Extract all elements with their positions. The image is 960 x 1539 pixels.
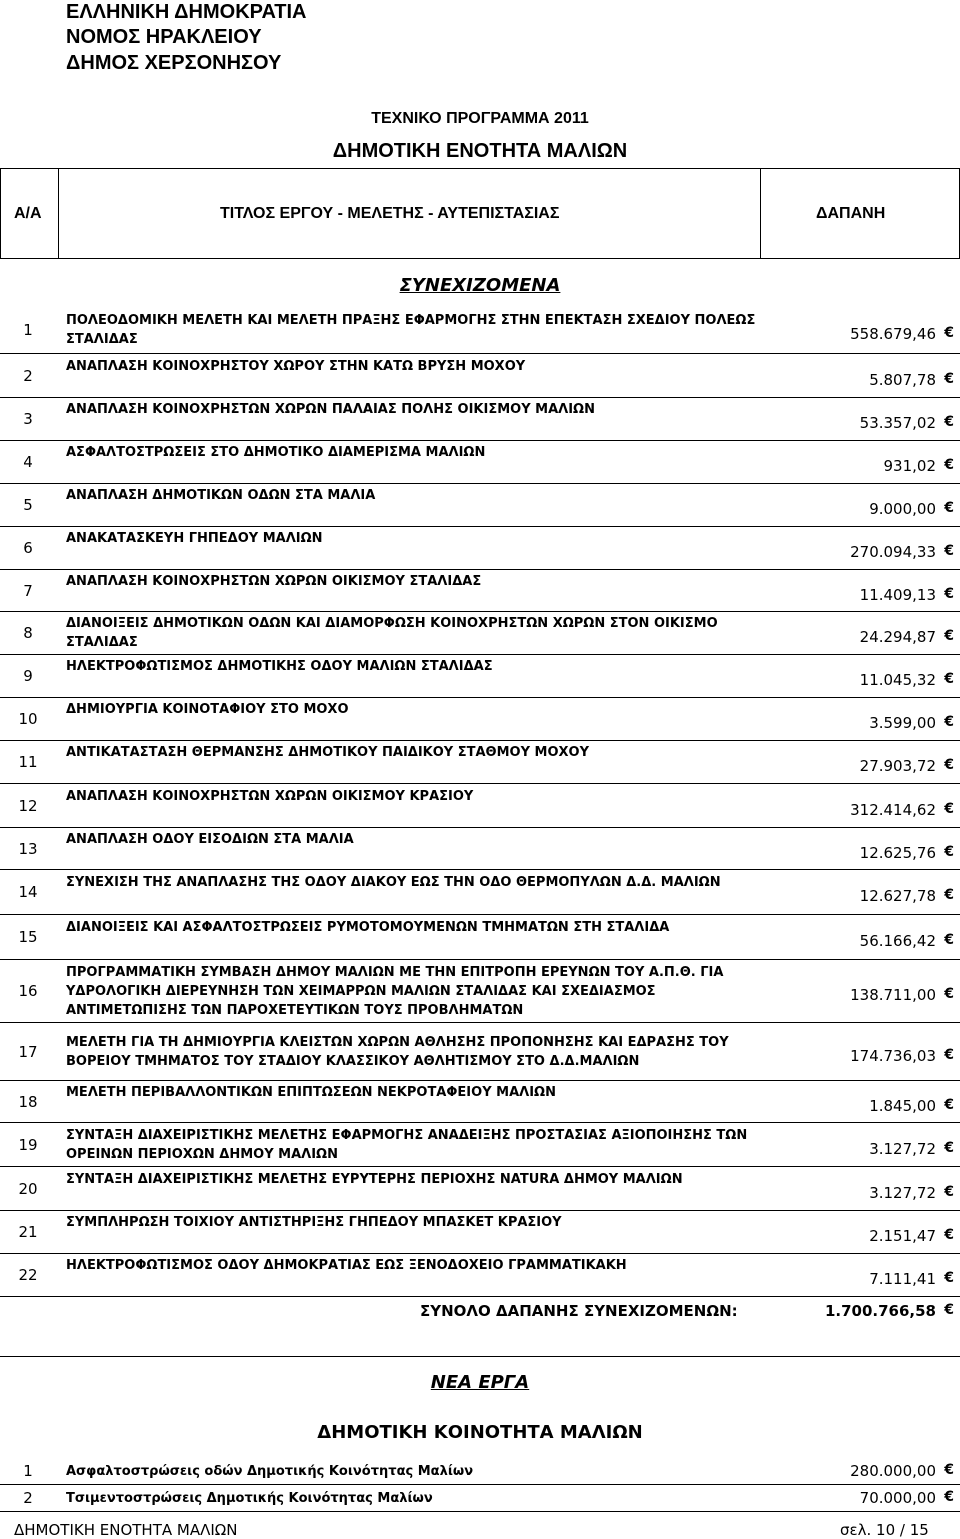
row-title: ΔΗΜΙΟΥΡΓΙΑ ΚΟΙΝΟΤΑΦΙΟΥ ΣΤΟ ΜΟΧΟ xyxy=(66,702,349,717)
row-amount: 558.679,46 xyxy=(850,324,936,343)
header-municipality: ΔΗΜΟΣ ΧΕΡΣΟΝΗΣΟΥ xyxy=(66,52,282,74)
table-row xyxy=(0,306,960,353)
table-row xyxy=(0,1023,960,1080)
row-title: ΣΥΝΕΧΙΣΗ ΤΗΣ ΑΝΑΠΛΑΣΗΣ ΤΗΣ ΟΔΟΥ ΔΙΑΚΟΥ ΕΩΣ ΤΗΝ ΟΔΟ ΘΕΡΜΟΠΥΛΩΝ Δ.Δ. ΜΑΛΙΩΝ xyxy=(66,875,721,890)
row-number: 19 xyxy=(18,1135,38,1154)
euro-icon: € xyxy=(944,757,954,773)
table-row xyxy=(0,1123,960,1166)
euro-icon: € xyxy=(944,800,954,817)
new-works-heading: ΝΕΑ ΕΡΓΑ xyxy=(430,1372,530,1393)
row-amount: 70.000,00 xyxy=(859,1489,936,1507)
page-number: σελ. 10 / 15 xyxy=(840,1521,929,1539)
unit-title: ΔΗΜΟΤΙΚΗ ΕΝΟΤΗΤΑ ΜΑΛΙΩΝ xyxy=(332,140,628,162)
row-title: ΔΙΑΝΟΙΞΕΙΣ ΔΗΜΟΤΙΚΩΝ ΟΔΩΝ ΚΑΙ ΔΙΑΜΟΡΦΩΣΗ ΚΟΙΝΟΧΡΗΣΤΩΝ ΧΩΡΩΝ ΣΤΟΝ ΟΙΚΙΣΜΟ ΣΤΑΛΙΔΑΣ xyxy=(66,616,718,650)
column-divider xyxy=(0,168,1,258)
row-divider xyxy=(0,1296,960,1297)
column-divider xyxy=(760,168,761,258)
row-number: 1 xyxy=(23,320,33,339)
euro-icon: € xyxy=(944,1227,954,1243)
row-number: 15 xyxy=(18,928,38,946)
row-amount: 270.094,33 xyxy=(850,543,936,561)
row-title: ΑΝΑΠΛΑΣΗ ΟΔΟΥ ΕΙΣΟΔΙΩΝ ΣΤΑ ΜΑΛΙΑ xyxy=(66,831,354,847)
row-amount: 138.711,00 xyxy=(850,986,936,1004)
row-amount: 56.166,42 xyxy=(859,932,936,950)
euro-icon: € xyxy=(944,1046,954,1063)
euro-icon: € xyxy=(944,932,954,948)
row-title: ΑΝΑΠΛΑΣΗ ΚΟΙΝΟΧΡΗΣΤΩΝ ΧΩΡΩΝ ΟΙΚΙΣΜΟΥ ΚΡΑΣΙΟΥ xyxy=(66,788,474,804)
row-title: Τσιμεντοστρώσεις Δημοτικής Κοινότητας Μαλίων xyxy=(66,1490,433,1506)
header-country: ΕΛΛΗΝΙΚΗ ΔΗΜΟΚΡΑΤΙΑ xyxy=(66,1,307,23)
row-number: 13 xyxy=(18,839,38,858)
row-number: 21 xyxy=(18,1223,38,1241)
table-row xyxy=(0,1254,960,1296)
row-amount: 11.045,32 xyxy=(859,671,936,689)
euro-icon: € xyxy=(944,457,954,473)
row-number: 2 xyxy=(23,1489,33,1507)
row-amount: 280.000,00 xyxy=(850,1462,936,1480)
euro-icon: € xyxy=(944,500,954,516)
row-number: 10 xyxy=(18,710,38,728)
euro-icon: € xyxy=(944,714,954,730)
new-section-rule xyxy=(0,1356,960,1357)
row-amount: 11.409,13 xyxy=(859,585,936,604)
row-title: ΜΕΛΕΤΗ ΠΕΡΙΒΑΛΛΟΝΤΙΚΩΝ ΕΠΙΠΤΩΣΕΩΝ ΝΕΚΡΟΤΑΦΕΙΟΥ ΜΑΛΙΩΝ xyxy=(66,1084,556,1100)
row-title: ΑΣΦΑΛΤΟΣΤΡΩΣΕΙΣ ΣΤΟ ΔΗΜΟΤΙΚΟ ΔΙΑΜΕΡΙΣΜΑ ΜΑΛΙΩΝ xyxy=(66,445,486,460)
total-label: ΣΥΝΟΛΟ ΔΑΠΑΝΗΣ ΣΥΝΕΧΙΖΟΜΕΝΩΝ: xyxy=(420,1302,738,1320)
row-title: ΑΝΑΚΑΤΑΣΚΕΥΗ ΓΗΠΕΔΟΥ ΜΑΛΙΩΝ xyxy=(66,531,323,546)
euro-icon: € xyxy=(944,628,954,644)
euro-icon: € xyxy=(944,1270,954,1286)
row-amount: 1.845,00 xyxy=(869,1096,936,1115)
row-number: 5 xyxy=(23,496,33,514)
euro-icon: € xyxy=(944,1183,954,1200)
euro-icon: € xyxy=(944,543,954,559)
table-row xyxy=(0,527,960,569)
row-amount: 3.127,72 xyxy=(869,1183,936,1202)
row-number: 16 xyxy=(18,982,38,1000)
row-title: Ασφαλτοστρώσεις οδών Δημοτικής Κοινότητας Μαλίων xyxy=(66,1463,474,1479)
euro-icon: € xyxy=(944,671,954,687)
row-number: 22 xyxy=(18,1266,38,1284)
row-amount: 12.627,78 xyxy=(859,887,936,905)
row-number: 7 xyxy=(23,581,33,600)
table-row xyxy=(0,698,960,740)
row-number: 4 xyxy=(23,453,33,471)
row-title: ΣΥΜΠΛΗΡΩΣΗ ΤΟΙΧΙΟΥ ΑΝΤΙΣΤΗΡΙΞΗΣ ΓΗΠΕΔΟΥ ΜΠΑΣΚΕΤ ΚΡΑΣΙΟΥ xyxy=(66,1215,562,1230)
table-row xyxy=(0,1458,960,1484)
row-title: ΑΝΑΠΛΑΣΗ ΔΗΜΟΤΙΚΩΝ ΟΔΩΝ ΣΤΑ ΜΑΛΙΑ xyxy=(66,488,376,503)
euro-icon: € xyxy=(944,370,954,387)
row-number: 17 xyxy=(18,1042,38,1061)
euro-icon: € xyxy=(944,1302,954,1318)
row-title: ΣΥΝΤΑΞΗ ΔΙΑΧΕΙΡΙΣΤΙΚΗΣ ΜΕΛΕΤΗΣ ΕΥΡΥΤΕΡΗΣ ΠΕΡΙΟΧΗΣ NATURA ΔΗΜΟΥ ΜΑΛΙΩΝ xyxy=(66,1171,683,1187)
row-title: ΑΝΑΠΛΑΣΗ ΚΟΙΝΟΧΡΗΣΤΩΝ ΧΩΡΩΝ ΠΑΛΑΙΑΣ ΠΟΛΗΣ ΟΙΚΙΣΜΟΥ ΜΑΛΙΩΝ xyxy=(66,402,595,417)
row-amount: 3.127,72 xyxy=(869,1139,936,1158)
euro-icon: € xyxy=(944,986,954,1002)
table-row xyxy=(0,1167,960,1210)
footer-unit: ΔΗΜΟΤΙΚΗ ΕΝΟΤΗΤΑ ΜΑΛΙΩΝ xyxy=(14,1521,238,1539)
row-amount: 12.625,76 xyxy=(859,843,936,862)
header-top-rule xyxy=(0,168,960,169)
total-amount: 1.700.766,58 xyxy=(824,1302,936,1320)
row-number: 20 xyxy=(18,1179,38,1198)
row-amount: 27.903,72 xyxy=(859,757,936,775)
row-number: 2 xyxy=(23,366,33,385)
row-title: ΠΟΛΕΟΔΟΜΙΚΗ ΜΕΛΕΤΗ ΚΑΙ ΜΕΛΕΤΗ ΠΡΑΞΗΣ ΕΦΑΡΜΟΓΗΣ ΣΤΗΝ ΕΠΕΚΤΑΣΗ ΣΧΕΔΙΟΥ ΠΟΛΕΩΣ ΣΤΑΛΙΔΑΣ xyxy=(66,312,756,347)
row-number: 14 xyxy=(18,883,38,901)
row-amount: 174.736,03 xyxy=(850,1046,936,1065)
row-title: ΑΝΑΠΛΑΣΗ ΚΟΙΝΟΧΡΗΣΤΩΝ ΧΩΡΩΝ ΟΙΚΙΣΜΟΥ ΣΤΑΛΙΔΑΣ xyxy=(66,573,482,589)
new-works-unit: ΔΗΜΟΤΙΚΗ ΚΟΙΝΟΤΗΤΑ ΜΑΛΙΩΝ xyxy=(317,1422,643,1443)
euro-icon: € xyxy=(944,1096,954,1113)
row-amount: 312.414,62 xyxy=(850,800,936,819)
euro-icon: € xyxy=(944,887,954,903)
row-number: 3 xyxy=(23,410,33,428)
row-title: ΣΥΝΤΑΞΗ ΔΙΑΧΕΙΡΙΣΤΙΚΗΣ ΜΕΛΕΤΗΣ ΕΦΑΡΜΟΓΗΣ ΑΝΑΔΕΙΞΗΣ ΠΡΟΣΤΑΣΙΑΣ ΑΞΙΟΠΟΙΗΣΗΣ ΤΩΝ ΟΡΕΙΝΩΝ ΠΕΡΙΟΧΩΝ ΔΗΜΟΥ ΜΑΛΙΩΝ xyxy=(66,1127,748,1162)
row-number: 11 xyxy=(18,753,38,771)
row-amount: 9.000,00 xyxy=(869,500,936,518)
column-cost: ΔΑΠΑΝΗ xyxy=(816,205,886,222)
row-title: ΜΕΛΕΤΗ ΓΙΑ ΤΗ ΔΗΜΙΟΥΡΓΙΑ ΚΛΕΙΣΤΩΝ ΧΩΡΩΝ ΑΘΛΗΣΗΣ ΠΡΟΠΟΝΗΣΗΣ ΚΑΙ ΕΔΡΑΣΗΣ ΤΟΥ ΒΟΡΕΙΟΥ ΤΜΗΜΑΤΟΣ ΤΟΥ ΣΤΑΔΙΟΥ ΚΛΑΣΣΙΚΟΥ ΑΘΛΗΤΙΣΜΟΥ ΣΤΟ Δ.Δ.ΜΑΛΙΩΝ xyxy=(66,1034,729,1069)
row-number: 1 xyxy=(23,1462,33,1480)
euro-icon: € xyxy=(944,1462,954,1478)
table-row xyxy=(0,784,960,827)
table-row xyxy=(0,354,960,397)
column-aa: Α/Α xyxy=(14,205,42,222)
table-row xyxy=(0,828,960,869)
table-row xyxy=(0,870,960,914)
table-row xyxy=(0,1485,960,1511)
header-bottom-rule xyxy=(0,258,960,259)
table-row xyxy=(0,612,960,654)
table-row xyxy=(0,398,960,440)
program-title: ΤΕΧΝΙΚΟ ΠΡΟΓΡΑΜΜΑ 2011 xyxy=(371,110,589,127)
table-row xyxy=(0,741,960,783)
row-title: ΗΛΕΚΤΡΟΦΩΤΙΣΜΟΣ ΔΗΜΟΤΙΚΗΣ ΟΔΟΥ ΜΑΛΙΩΝ ΣΤΑΛΙΔΑΣ xyxy=(66,659,493,674)
euro-icon: € xyxy=(944,1139,954,1156)
euro-icon: € xyxy=(944,1489,954,1505)
column-title: ΤΙΤΛΟΣ ΕΡΓΟΥ - ΜΕΛΕΤΗΣ - ΑΥΤΕΠΙΣΤΑΣΙΑΣ xyxy=(220,205,560,222)
row-title: ΑΝΑΠΛΑΣΗ ΚΟΙΝΟΧΡΗΣΤΟΥ ΧΩΡΟΥ ΣΤΗΝ ΚΑΤΩ ΒΡΥΣΗ ΜΟΧΟΥ xyxy=(66,358,526,374)
row-title: ΠΡΟΓΡΑΜΜΑΤΙΚΗ ΣΥΜΒΑΣΗ ΔΗΜΟΥ ΜΑΛΙΩΝ ΜΕ ΤΗΝ ΕΠΙΤΡΟΠΗ ΕΡΕΥΝΩΝ ΤΟΥ Α.Π.Θ. ΓΙΑ ΥΔΡΟΛΟΓΙΚΗ ΔΙΕΡΕΥΝΗΣΗ ΤΩΝ ΧΕΙΜΑΡΡΩΝ ΜΑΛΙΩΝ ΣΤΑΛΙΔΑΣ ΚΑΙ ΣΧΕΔΙΑΣΜΟΣ ΑΝΤΙΜΕΤΩΠΙΣΗΣ ΤΩΝ ΠΑΡΟΧΕΤΕΥΤΙΚΩΝ ΤΟΥΣ ΠΡΟΒΛΗΜΑΤΩΝ xyxy=(66,964,724,1018)
table-row xyxy=(0,570,960,611)
table-row xyxy=(0,915,960,959)
header-prefecture: ΝΟΜΟΣ ΗΡΑΚΛΕΙΟΥ xyxy=(66,26,262,48)
continuing-heading: ΣΥΝΕΧΙΖΟΜΕΝΑ xyxy=(399,275,561,296)
row-amount: 7.111,41 xyxy=(869,1270,936,1288)
row-title: ΑΝΤΙΚΑΤΑΣΤΑΣΗ ΘΕΡΜΑΝΣΗΣ ΔΗΜΟΤΙΚΟΥ ΠΑΙΔΙΚΟΥ ΣΤΑΘΜΟΥ ΜΟΧΟΥ xyxy=(66,745,590,760)
row-title: ΗΛΕΚΤΡΟΦΩΤΙΣΜΟΣ ΟΔΟΥ ΔΗΜΟΚΡΑΤΙΑΣ ΕΩΣ ΞΕΝΟΔΟΧΕΙΟ ΓΡΑΜΜΑΤΙΚΑΚΗ xyxy=(66,1258,627,1273)
table-row xyxy=(0,1081,960,1122)
row-divider xyxy=(0,1511,960,1512)
table-row xyxy=(0,960,960,1022)
table-row xyxy=(0,1211,960,1253)
euro-icon: € xyxy=(944,585,954,602)
row-title: ΔΙΑΝΟΙΞΕΙΣ ΚΑΙ ΑΣΦΑΛΤΟΣΤΡΩΣΕΙΣ ΡΥΜΟΤΟΜΟΥΜΕΝΩΝ ΤΜΗΜΑΤΩΝ ΣΤΗ ΣΤΑΛΙΔΑ xyxy=(66,920,670,935)
row-amount: 2.151,47 xyxy=(869,1227,936,1245)
row-number: 18 xyxy=(18,1092,38,1111)
euro-icon: € xyxy=(944,843,954,860)
row-amount: 3.599,00 xyxy=(869,714,936,732)
euro-icon: € xyxy=(944,414,954,430)
table-row xyxy=(0,441,960,483)
column-divider xyxy=(58,168,59,258)
row-amount: 5.807,78 xyxy=(869,370,936,389)
row-amount: 931,02 xyxy=(883,457,936,475)
row-number: 6 xyxy=(23,539,33,557)
euro-icon: € xyxy=(944,324,954,341)
row-number: 12 xyxy=(18,796,38,815)
row-amount: 53.357,02 xyxy=(859,414,936,432)
row-number: 9 xyxy=(23,667,33,685)
row-number: 8 xyxy=(23,624,33,642)
table-row xyxy=(0,655,960,697)
table-row xyxy=(0,484,960,526)
row-amount: 24.294,87 xyxy=(859,628,936,646)
